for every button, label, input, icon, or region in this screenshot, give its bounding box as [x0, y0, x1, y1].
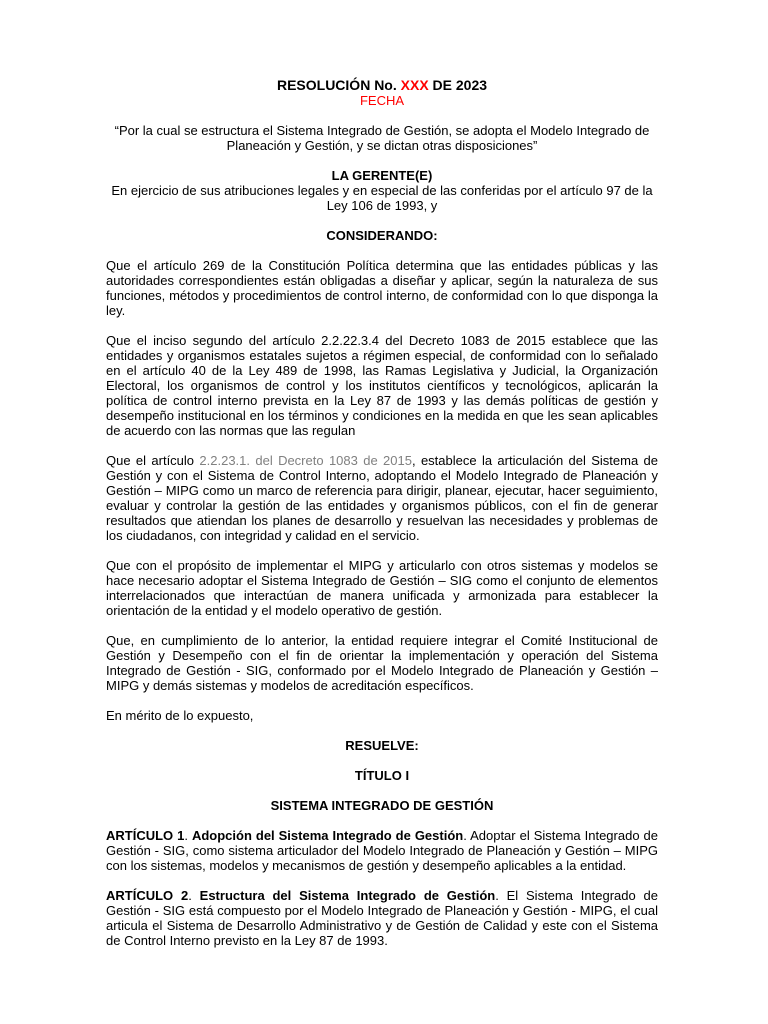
title-suffix: DE 2023: [432, 77, 488, 93]
titulo-name: SISTEMA INTEGRADO DE GESTIÓN: [270, 798, 494, 813]
issuer-authority: En ejercicio de sus atribuciones legales y en especial de las conferidas por el artículo 97 de la Ley 106 de 1993, y: [111, 183, 653, 213]
p3-end: , establece la articulación del Sistema de Gestión y con el Sistema de Control Interno, adoptando el Modelo Integrado de Planeación y Gestión – MIPG como un marco de referencia para dirigir, planear, ejecutar, hacer seguimiento, evaluar y controlar la gestión de las entidades y organismos públicos, con el fin de generar resultados que atiendan los planes de desarrollo y resuelvan las necesidades y problemas de los ciudadanos, con integridad y calidad en el servicio.: [106, 453, 659, 543]
article-1: ARTÍCULO 1. Adopción del Sistema Integrado de Gestión. Adoptar el Sistema Integrado de Gestión - SIG, como sistema articulador del Modelo Integrado de Planeación y Gestión – MIPG con los sistemas, modelos y mecanismos de gestión y desempeño aplicables a la entidad.: [106, 828, 658, 873]
considerando-paragraph-4: Que con el propósito de implementar el MIPG y articularlo con otros sistemas y modelos se hace necesario adoptar el Sistema Integrado de Gestión – SIG como el conjunto de elementos interrelacionados que interactúan de manera unificada y armonizada para establecer la orientación de la entidad y el modelo operativo de gestión.: [106, 558, 658, 618]
p3-start: Que el artículo: [106, 453, 200, 468]
considerando-paragraph-1: Que el artículo 269 de la Constitución Política determina que las entidades públicas y las autoridades correspondientes están obligadas a diseñar y aplicar, según la naturaleza de sus funciones, métodos y procedimientos de control interno, de conformidad con lo que disponga la ley.: [106, 258, 658, 318]
considerando-paragraph-2: Que el inciso segundo del artículo 2.2.22.3.4 del Decreto 1083 de 2015 establece que las entidades y organismos estatales sujetos a régimen especial, de conformidad con lo señalado en el artículo 40 de la Ley 489 de 1998, las Ramas Legislativa y Judicial, la Organización Electoral, los organismos de control y los institutos científicos y tecnológicos, aplicarán la política de control interno prevista en la Ley 87 de 1993 y las demás políticas de gestión y desempeño institucional en los términos y condiciones en la medida en que les sean aplicables de acuerdo con las normas que las regulan: [106, 333, 658, 438]
document-body: [106, 77, 658, 948]
article-1-label: ARTÍCULO 1: [106, 828, 185, 843]
resolution-title: [106, 77, 658, 93]
titulo-heading: TÍTULO I: [354, 768, 410, 783]
date-placeholder: FECHA: [359, 93, 405, 108]
resolution-subject: “Por la cual se estructura el Sistema Integrado de Gestión, se adopta el Modelo Integrado de Planeación y Gestión, y se dictan otras disposiciones”: [114, 123, 650, 153]
article-2-text: . El Sistema Integrado de Gestión - SIG está compuesto por el Modelo Integrado de Planeación y Gestión - MIPG, el cual articula el Sistema de Desarrollo Administrativo y de Gestión de Calidad y este con el Sistema de Control Interno previsto en la Ley 87 de 1993.: [106, 888, 658, 948]
article-1-text: . Adoptar el Sistema Integrado de Gestión - SIG, como sistema articulador del Modelo Integrado de Planeación y Gestión – MIPG con los sistemas, modelos y mecanismos de gestión y desempeño aplicables a la entidad.: [106, 828, 658, 873]
considerando-paragraph-3: [106, 453, 658, 543]
considerando-heading: CONSIDERANDO:: [326, 228, 438, 243]
decree-reference: 2.2.23.1. del Decreto 1083 de 2015: [199, 453, 412, 468]
merito-line: En mérito de lo expuesto,: [106, 708, 254, 723]
title-number-placeholder: XXX: [400, 77, 429, 93]
title-prefix: RESOLUCIÓN No.: [276, 77, 397, 93]
article-2: ARTÍCULO 2. Estructura del Sistema Integrado de Gestión. El Sistema Integrado de Gestión - SIG está compuesto por el Modelo Integrado de Planeación y Gestión - MIPG, el cual articula el Sistema de Desarrollo Administrativo y de Gestión de Calidad y este con el Sistema de Control Interno previsto en la Ley 87 de 1993.: [106, 888, 658, 948]
article-1-title: Adopción del Sistema Integrado de Gestión: [191, 828, 464, 843]
considerando-paragraph-5: Que, en cumplimiento de lo anterior, la entidad requiere integrar el Comité Institucional de Gestión y Desempeño con el fin de orientar la implementación y operación del Sistema Integrado de Gestión - SIG, conformado por el Modelo Integrado de Planeación y Gestión – MIPG y demás sistemas y modelos de acreditación específicos.: [106, 633, 658, 693]
article-2-title: Estructura del Sistema Integrado de Gestión: [199, 888, 496, 903]
issuer-title: LA GERENTE(E): [331, 168, 433, 183]
resuelve-heading: RESUELVE:: [345, 738, 419, 753]
article-2-label: ARTÍCULO 2: [106, 888, 189, 903]
